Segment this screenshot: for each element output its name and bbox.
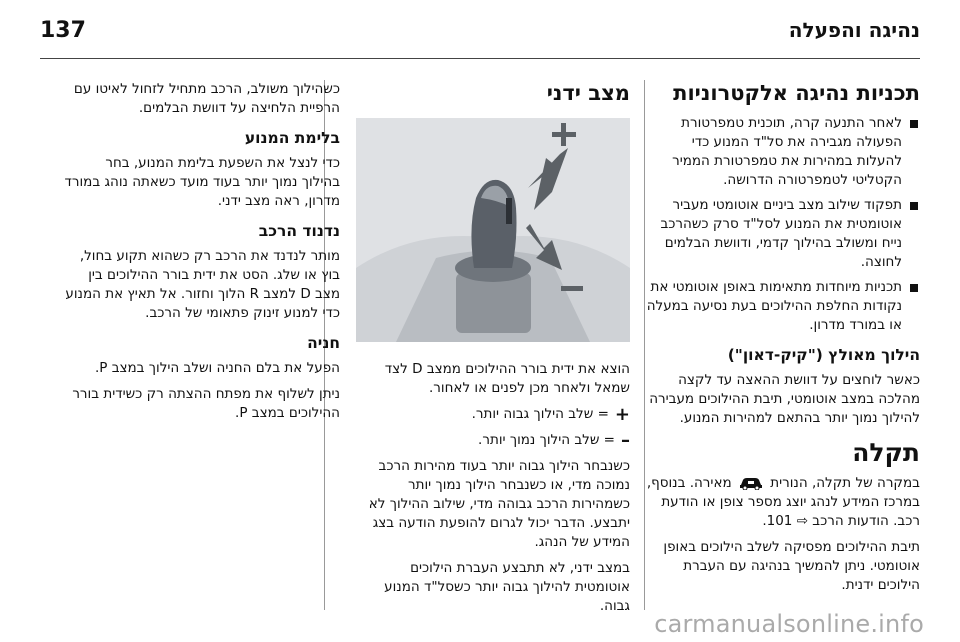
page-number: 137 (40, 17, 86, 43)
fault-paragraph-1: במקרה של תקלה, הנורית מאירה. בנוסף, במרכז המידע לנהג יוצג מספר צופן או הודעת רכב. הודעות הרכב ⇨ 101. (646, 475, 920, 529)
header-rule (40, 58, 920, 59)
column-divider (644, 80, 645, 610)
engine-brake-text: כדי לנצל את השפעת בלימת המנוע, בחר בהילוך נמוך יותר בעוד מועד כשאתה נוהג במורד מדרון, ראה מצב ידני. (64, 155, 340, 209)
list-item: תכניות מיוחדות מתאימות באופן אוטומטי את נקודות החלפת ההילוכים בעת נסיעה במעלה או במורד מדרון. (644, 278, 920, 335)
manual-mode-note-2: במצב ידני, לא תתבצע העברת הילוכים אוטומטית להילוך גבוה יותר כשסל"ד המנוע גבוה. (384, 560, 630, 614)
section-title-electronic-programs: תכניות נהיגה אלקטרוניות (673, 81, 920, 105)
heading-engine-brake: בלימת המנוע (244, 129, 340, 147)
minus-line: –= שלב הילוך נמוך יותר. (478, 430, 630, 451)
heading-rocking: נדנוד הרכב (258, 222, 340, 240)
plus-line: += שלב הילוך גבוה יותר. (471, 404, 630, 425)
kickdown-text: כאשר לוחצים על דוושת ההאצה עד לקצה מהלכה במצב אוטומטי, תיבת ההילוכים מעבירה להילוך נמוך יותר בהתאם למהירות המנוע. (649, 372, 920, 426)
heading-parking: חניה (307, 334, 340, 352)
watermark: carmanualsonline.info (654, 610, 924, 638)
heading-fault: תקלה (852, 438, 920, 467)
list-item: לאחר התנעה קרה, תוכנית טמפרטורת הפעולה מגבירה את סל"ד המנוע כדי להעלות במהירות את טמפרטורת הממיר הקטליטי לטמפרטורה הדרושה. (644, 114, 920, 190)
section-title-manual-mode: מצב ידני (546, 81, 630, 105)
page-reference[interactable]: ⇨ 101. (762, 513, 808, 529)
manual-mode-note-1: כשנבחר הילוך גבוה יותר בעוד מהירות הרכב נמוכה מדי, או כשנבחר הילוך נמוך יותר כשמהירות הרכב גבוהה מדי, שילוב ההילוך לא יתבצע. הדבר יכול לגרום להופעת הודעה בצג המידע של הנהג. (368, 458, 630, 550)
fault-paragraph-2: תיבת ההילוכים מפסיקה לשלב הילוכים באופן אוטומטי. ניתן להמשיך בנהיגה עם העברת הילוכים ידנית. (663, 539, 920, 593)
parking-text-1: הפעל את בלם החניה ושלב הילוך במצב P. (94, 360, 340, 376)
minus-symbol: – (621, 430, 630, 451)
list-item: תפקוד שילוב מצב ביניים אוטומטי מעביר אוטומטית את המנוע לסל"ד סרק כשהרכב נייח ומשולב בהילוך קדמי, ודוושת הבלמים לחוצה. (644, 196, 920, 272)
programs-list (644, 114, 920, 335)
gear-selector-illustration (356, 118, 630, 342)
transmission-warning-car-icon (738, 476, 764, 490)
column-driving-notes (64, 80, 340, 430)
page-header (40, 10, 920, 50)
column-manual-mode (356, 80, 630, 623)
parking-text-2: ניתן לשלוף את מפתח ההצתה רק כשידית בורר ההילוכים במצב P. (72, 386, 340, 421)
plus-symbol: + (614, 404, 630, 425)
manual-mode-instructions: הוצא את ידית בורר ההילוכים ממצב D לצד שמאל ולאחר מכן לפנים או לאחור. (384, 361, 630, 396)
creep-text: כשהילוך משולב, הרכב מתחיל לזחול לאיטו עם הרפיית הלחיצה על דוושת הבלמים. (73, 81, 340, 116)
column-electronic-programs (644, 80, 920, 602)
page-title: נהיגה והפעלה (788, 18, 920, 42)
rocking-text: מותר לנדנד את הרכב רק כשהוא תקוע בחול, בוץ או שלג. הסט את ידית בורר ההילוכים בין מצב D למצב R הלוך וחזור. אל תאיץ את המנוע כדי למנוע זינוק פתאומי של הרכב. (65, 248, 340, 321)
heading-kickdown: הילוך מאולץ ("קיק-דאון") (727, 346, 920, 364)
arrow-reference-icon: ⇨ (796, 513, 808, 529)
